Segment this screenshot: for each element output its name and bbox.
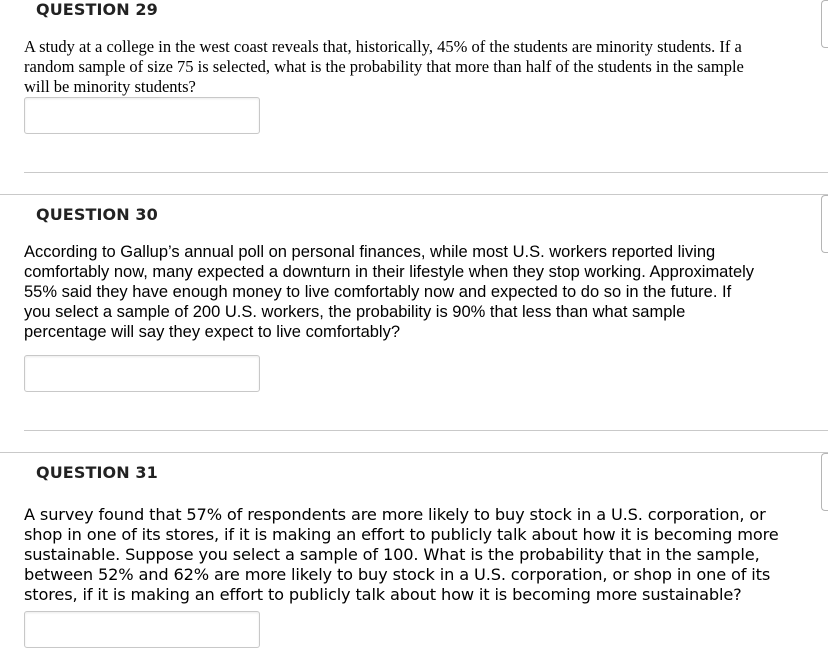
question-31-line-1: A survey found that 57% of respondents are more likely to buy stock in a U.S. corporation, or [24,505,766,524]
question-30-line-4: you select a sample of 200 U.S. workers, the probability is 90% that less than what sample [24,303,686,321]
question-30-text [24,242,824,342]
question-30-line-2: comfortably now, many expected a downturn in their lifestyle when they stop working. Approximately [24,263,755,281]
question-30-side-tab[interactable] [821,195,828,253]
question-29-side-tab[interactable] [821,0,828,48]
question-31-answer-input[interactable] [24,611,260,648]
question-30-answer-input[interactable] [24,355,260,392]
question-31-text [24,505,824,605]
divider [24,172,828,173]
question-30-line-3: 55% said they have enough money to live comfortably now and expected to do so in the future. If [24,283,732,301]
question-31-header: QUESTION 31 [36,463,158,482]
question-29-line-3: will be minority students? [24,77,196,96]
question-31-line-2: shop in one of its stores, if it is making an effort to publicly talk about how it is becoming more [24,525,779,544]
divider [0,452,828,453]
question-31-side-tab[interactable] [821,453,828,511]
question-30-line-1: According to Gallup’s annual poll on personal finances, while most U.S. workers reported living [24,243,716,261]
question-31-line-5: stores, if it is making an effort to publicly talk about how it is becoming more sustainable? [24,585,742,604]
question-30-line-5: percentage will say they expect to live comfortably? [24,323,401,341]
question-31-line-3: sustainable. Suppose you select a sample of 100. What is the probability that in the sample, [24,545,760,564]
question-29-header: QUESTION 29 [36,0,158,19]
question-29-line-1: A study at a college in the west coast reveals that, historically, 45% of the students are minority students. If a [24,37,742,56]
question-30-header: QUESTION 30 [36,205,158,224]
question-29-answer-input[interactable] [24,97,260,134]
divider [0,194,828,195]
question-29-text [24,37,824,97]
question-31-line-4: between 52% and 62% are more likely to buy stock in a U.S. corporation, or shop in one of its [24,565,771,584]
divider [24,430,828,431]
question-29-line-2: random sample of size 75 is selected, what is the probability that more than half of the students in the sample [24,57,744,76]
